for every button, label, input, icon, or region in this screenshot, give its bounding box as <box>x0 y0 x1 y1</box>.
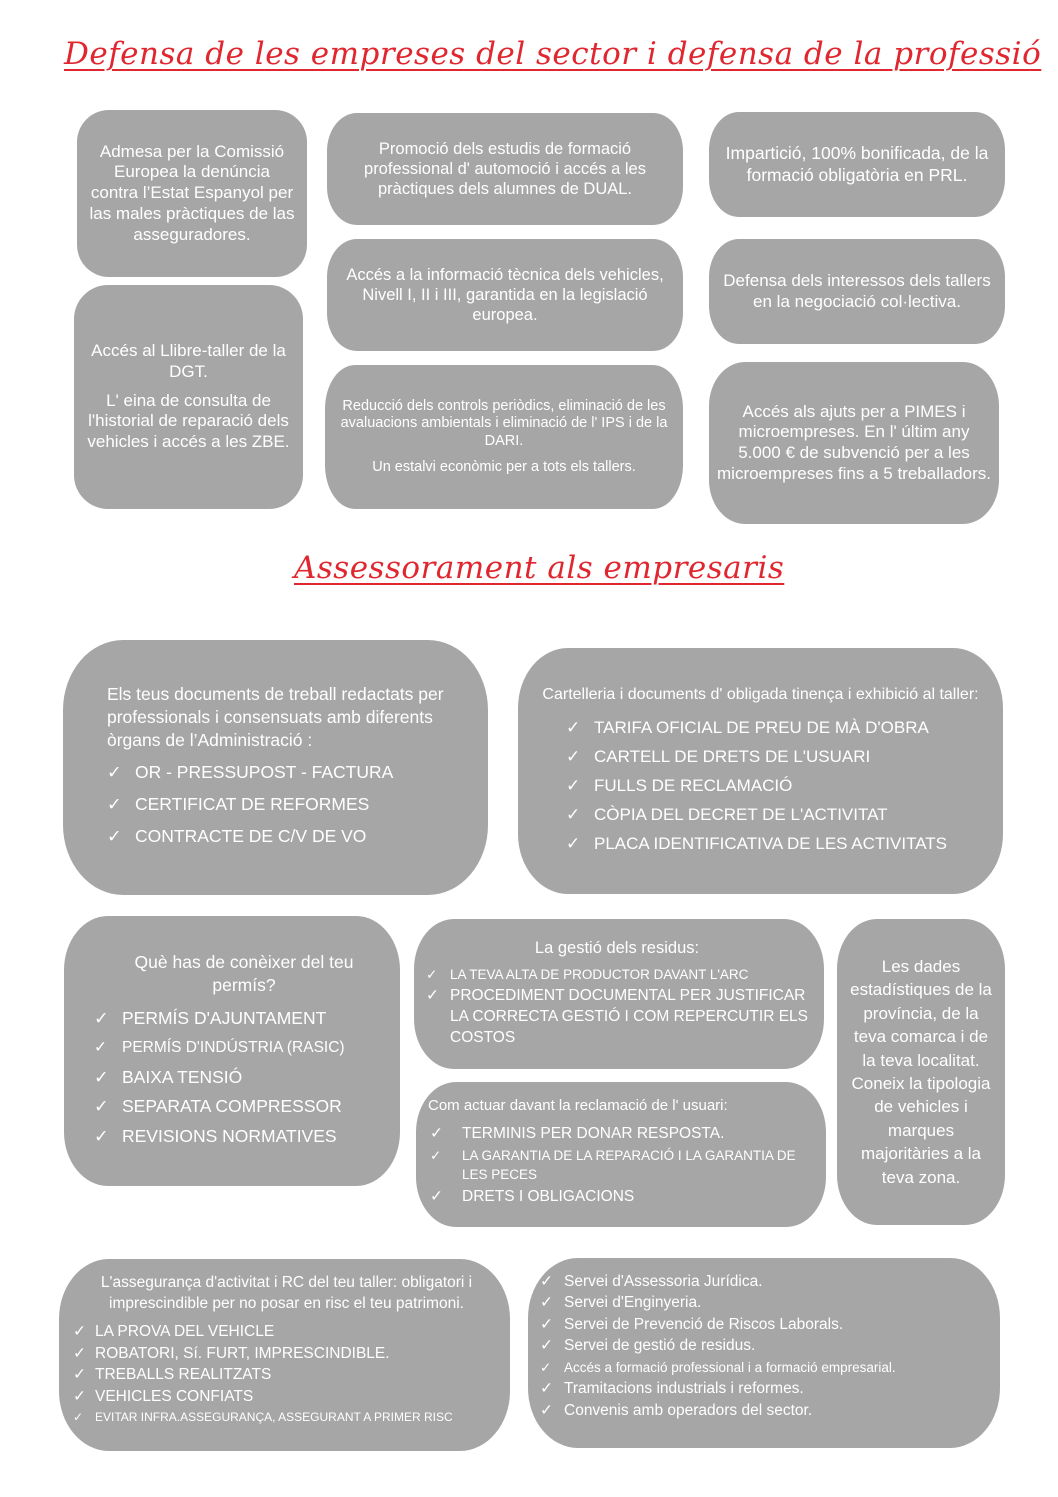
card-collective-bargaining <box>709 239 1005 344</box>
card-mandatory-signage <box>518 648 1003 894</box>
card-intro: L'assegurança d'activitat i RC del teu taller: obligatori i imprescindible per no posar en risc el teu patrimoni. <box>100 1274 473 1313</box>
list-item: ✓ OR - PRESSUPOST - FACTURA <box>103 756 468 788</box>
list-item: ✓ VEHICLES CONFIATS <box>71 1386 502 1408</box>
check-icon: ✓ <box>566 775 581 795</box>
check-icon: ✓ <box>540 1315 553 1333</box>
check-icon: ✓ <box>540 1294 553 1312</box>
check-icon: ✓ <box>73 1366 86 1384</box>
check-list <box>71 1321 502 1429</box>
card-user-claims <box>416 1082 826 1227</box>
card-text: Accés als ajuts per a PIMES i microempreses. En l' últim any 5.000 € de subvenció per a les microempreses fins a 5 treballadors. <box>717 401 992 483</box>
list-item: ✓ BAIXA TENSIÓ <box>90 1063 388 1093</box>
card-text: Defensa dels interessos dels tallers en la negociació col·lectiva. <box>723 270 991 311</box>
card-text: Impartició, 100% bonificada, de la formació obligatòria en PRL. <box>725 143 989 185</box>
card-llibre-taller <box>74 285 303 509</box>
card-intro: La gestió dels residus: <box>534 938 700 957</box>
list-item: ✓ EVITAR INFRA.ASSEGURANÇA, ASSEGURANT A PRIMER RISC <box>71 1407 502 1429</box>
check-icon: ✓ <box>94 1007 109 1028</box>
check-icon: ✓ <box>430 1124 443 1142</box>
card-text: Promoció dels estudis de formació professional d' automoció i accés a les pràctiques dels alumnes de DUAL. <box>364 139 646 199</box>
card-technical-info <box>327 239 683 351</box>
check-list <box>424 964 810 1048</box>
list-item: ✓ PLACA IDENTIFICATIVA DE LES ACTIVITATS <box>562 829 983 858</box>
check-icon: ✓ <box>426 987 439 1005</box>
list-item: ✓ CERTIFICAT DE REFORMES <box>103 788 468 820</box>
check-icon: ✓ <box>107 825 122 846</box>
section-title-defensa: Defensa de les empreses del sector i defensa de la professió <box>64 36 1042 72</box>
list-item: ✓ PERMÍS D'AJUNTAMENT <box>90 1004 388 1034</box>
check-icon: ✓ <box>540 1401 553 1419</box>
list-item: ✓ CARTELL DE DRETS DE L'USUARI <box>562 742 983 771</box>
card-pimes-grants <box>709 362 999 524</box>
list-item: ✓ TARIFA OFICIAL DE PREU DE MÀ D'OBRA <box>562 713 983 742</box>
check-icon: ✓ <box>566 833 581 853</box>
check-icon: ✓ <box>566 804 581 824</box>
list-item: ✓ TERMINIS PER DONAR RESPOSTA. <box>426 1122 816 1146</box>
card-text: Admesa per la Comissió Europea la denúncia contra l’Estat Espanyol per las males pràctiques de las asseguradores. <box>89 141 295 244</box>
card-services <box>528 1258 1000 1448</box>
check-icon: ✓ <box>73 1344 86 1362</box>
list-item: ✓ CONTRACTE DE C/V DE VO <box>103 820 468 852</box>
check-list <box>562 713 983 858</box>
check-icon: ✓ <box>540 1272 553 1290</box>
card-intro: Com actuar davant la reclamació de l' usuari: <box>428 1097 728 1115</box>
card-controls-reduction <box>325 365 683 509</box>
check-icon: ✓ <box>94 1039 107 1057</box>
check-icon: ✓ <box>540 1337 553 1355</box>
check-icon: ✓ <box>540 1359 552 1375</box>
card-fp-dual <box>327 113 683 225</box>
list-item: ✓ FULLS DE RECLAMACIÓ <box>562 771 983 800</box>
list-item: ✓ Servei d'Enginyeria. <box>540 1292 990 1314</box>
card-text: Un estalvi econòmic per a tots els tallers. <box>372 458 636 475</box>
list-item: ✓ PROCEDIMENT DOCUMENTAL PER JUSTIFICAR LA CORRECTA GESTIÓ I COM REPERCUTIR ELS COSTOS <box>426 987 808 1047</box>
section-title-assessorament: Assessorament als empresaris <box>294 550 785 586</box>
check-list <box>90 1004 388 1152</box>
card-insurance <box>59 1259 510 1451</box>
check-list <box>540 1271 990 1422</box>
check-icon: ✓ <box>566 746 581 766</box>
check-icon: ✓ <box>94 1125 109 1146</box>
list-item: ✓ DRETS I OBLIGACIONS <box>426 1184 816 1210</box>
card-text: Les dades estadístiques de la província, de la teva comarca i de la teva localitat. Coneix la tipologia de vehicles i marques majoritàries a la teva zona. <box>850 956 992 1187</box>
list-item: ✓ PERMÍS D'INDÚSTRIA (RASIC) <box>90 1033 388 1063</box>
card-text: Accés a la informació tècnica dels vehicles, Nivell I, II i III, garantida en la legislació europea. <box>346 265 664 325</box>
card-european-complaint <box>77 110 307 277</box>
list-item: ✓ ROBATORI, Sí. FURT, IMPRESCINDIBLE. <box>71 1343 502 1365</box>
list-item: ✓ SEPARATA COMPRESSOR <box>90 1092 388 1122</box>
check-icon: ✓ <box>94 1096 109 1117</box>
check-icon: ✓ <box>426 967 438 983</box>
list-item: ✓ Servei de Prevenció de Riscos Laborals. <box>540 1314 990 1336</box>
check-icon: ✓ <box>107 761 122 782</box>
check-icon: ✓ <box>430 1187 443 1205</box>
list-item: ✓ Tramitacions industrials i reformes. <box>540 1378 990 1400</box>
card-text: Reducció dels controls periòdics, eliminació de les avaluacions ambientals i eliminació de l' IPS i de la DARI. <box>340 397 668 449</box>
card-work-documents <box>63 640 488 895</box>
check-icon: ✓ <box>73 1410 84 1425</box>
list-item: ✓ LA PROVA DEL VEHICLE <box>71 1321 502 1343</box>
check-icon: ✓ <box>73 1387 86 1405</box>
check-icon: ✓ <box>94 1066 109 1087</box>
check-icon: ✓ <box>540 1380 553 1398</box>
check-icon: ✓ <box>430 1147 442 1163</box>
list-item: ✓ Servei d'Assessoria Jurídica. <box>540 1271 990 1293</box>
list-item: ✓ LA GARANTIA DE LA REPARACIÓ I LA GARANTIA DE LES PECES <box>430 1147 796 1182</box>
list-item: ✓ CÒPIA DEL DECRET DE L'ACTIVITAT <box>562 800 983 829</box>
check-icon: ✓ <box>566 717 581 737</box>
card-waste-management <box>414 919 824 1069</box>
list-item: ✓ Convenis amb operadors del sector. <box>540 1400 990 1422</box>
card-prl-training <box>709 112 1005 217</box>
list-item: ✓ LA TEVA ALTA DE PRODUCTOR DAVANT L'ARC <box>424 964 810 985</box>
card-intro: Els teus documents de treball redactats per professionals i consensuats amb diferents òrgans de l’Administració : <box>107 684 444 750</box>
card-text: L' eina de consulta de l'historial de reparació dels vehicles i accés a les ZBE. <box>87 390 290 452</box>
card-text: Accés al Llibre-taller de la DGT. <box>91 341 286 381</box>
card-intro: Cartelleria i documents d' obligada tinença i exhibició al taller: <box>542 686 979 704</box>
list-item: ✓ REVISIONS NORMATIVES <box>90 1122 388 1152</box>
check-list <box>103 756 468 852</box>
list-item: ✓ TREBALLS REALITZATS <box>71 1364 502 1386</box>
list-item: ✓ Servei de gestió de residus. <box>540 1335 990 1357</box>
card-statistics <box>837 919 1005 1225</box>
card-permits <box>64 916 400 1186</box>
check-icon: ✓ <box>107 793 122 814</box>
card-intro: Què has de conèixer del teu permís? <box>134 951 354 996</box>
check-list <box>426 1122 816 1210</box>
check-icon: ✓ <box>73 1323 86 1341</box>
list-item: ✓ Accés a formació professional i a formació empresarial. <box>540 1357 990 1379</box>
